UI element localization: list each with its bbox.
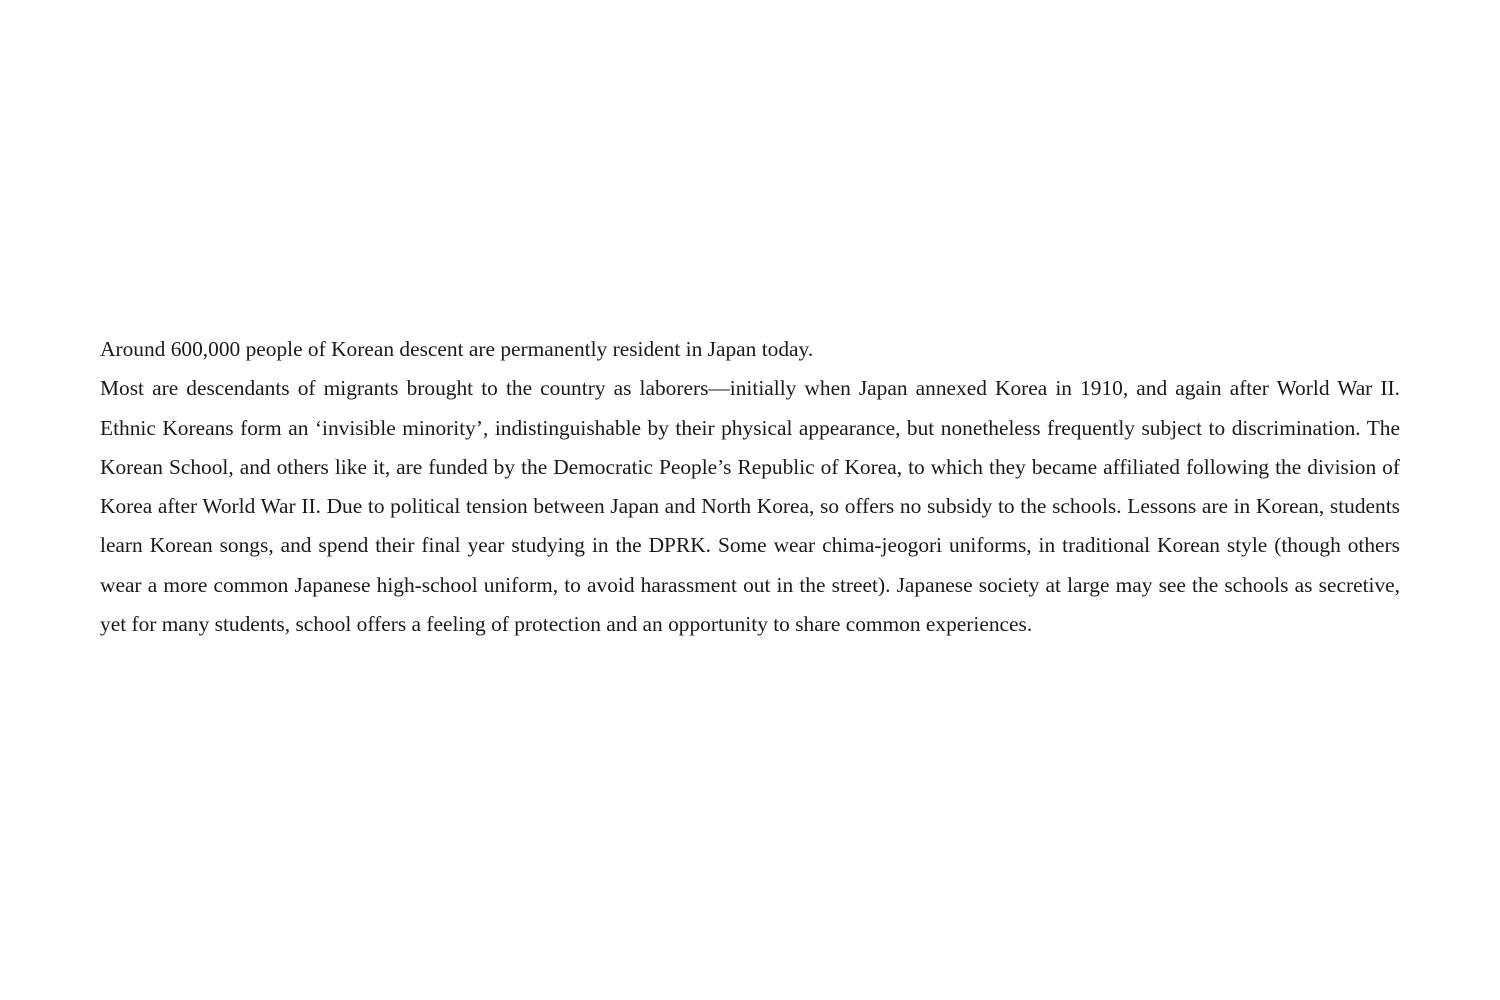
intro-sentence: Around 600,000 people of Korean descent are permanently resident in Japan today. <box>100 337 814 361</box>
article-text-block <box>100 330 1400 644</box>
body-paragraph: Most are descendants of migrants brought to the country as laborers—initially when Japan annexed Korea in 1910, and again after World War II. Ethnic Koreans form an ‘invisible minority’, indistinguishable by their physical appearance, but nonetheless frequently subject to discrimination. The Korean School, and others like it, are funded by the Democratic People’s Republic of Korea, to which they became affiliated following the division of Korea after World War II. Due to political tension between Japan and North Korea, so offers no subsidy to the schools. Lessons are in Korean, students learn Korean songs, and spend their final year studying in the DPRK. Some wear chima-jeogori uniforms, in traditional Korean style (though others wear a more common Japanese high-school uniform, to avoid harassment out in the street). Japanese society at large may see the schools as secretive, yet for many students, school offers a feeling of protection and an opportunity to share common experiences. <box>100 376 1400 637</box>
